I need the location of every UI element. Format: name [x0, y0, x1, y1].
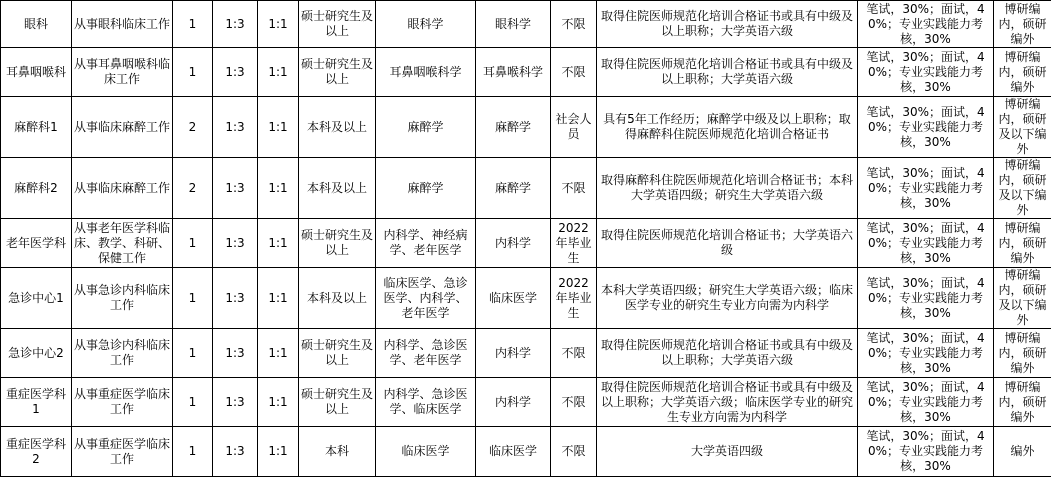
headcount-cell: 1 [173, 329, 213, 378]
duty-cell: 从事重症医学临床工作 [72, 427, 173, 477]
assessment-cell: 笔试，30%；面试，40%；专业实践能力考核，30% [858, 268, 994, 329]
specialty-cell: 眼科学 [476, 1, 551, 48]
interview-ratio-cell: 1:1 [258, 219, 299, 268]
exam-ratio-cell: 1:3 [213, 427, 258, 477]
specialty-cell: 耳鼻喉科学 [476, 48, 551, 97]
table-row [1, 329, 1051, 378]
interview-ratio-cell: 1:1 [258, 378, 299, 427]
interview-ratio-cell: 1:1 [258, 329, 299, 378]
requirements-cell: 取得住院医师规范化培训合格证书；大学英语六级 [597, 219, 858, 268]
education-cell: 硕士研究生及以上 [299, 1, 376, 48]
exam-ratio-cell: 1:3 [213, 329, 258, 378]
major-cell: 临床医学 [376, 427, 476, 477]
staffing-cell: 博研编内，硕研编外 [994, 1, 1051, 48]
requirements-cell: 取得麻醉科住院医师规范化培训合格证书；本科大学英语四级；研究生大学英语六级 [597, 158, 858, 219]
duty-cell: 从事耳鼻咽喉科临床工作 [72, 48, 173, 97]
major-cell: 内科学、急诊医学、老年医学 [376, 329, 476, 378]
headcount-cell: 1 [173, 268, 213, 329]
requirements-cell: 本科大学英语四级；研究生大学英语六级；临床医学专业的研究生专业方向需为内科学 [597, 268, 858, 329]
table-row [1, 268, 1051, 329]
interview-ratio-cell: 1:1 [258, 48, 299, 97]
duty-cell: 从事老年医学科临床、教学、科研、保健工作 [72, 219, 173, 268]
table-row [1, 1, 1051, 48]
requirements-cell: 取得住院医师规范化培训合格证书或具有中级及以上职称；大学英语六级；临床医学专业的研究生专业方向需为内科学 [597, 378, 858, 427]
major-cell: 临床医学、急诊医学、内科学、老年医学 [376, 268, 476, 329]
specialty-cell: 麻醉学 [476, 158, 551, 219]
assessment-cell: 笔试，30%；面试，40%；专业实践能力考核，30% [858, 158, 994, 219]
applicant-scope-cell: 不限 [551, 329, 597, 378]
assessment-cell: 笔试，30%；面试，40%；专业实践能力考核，30% [858, 378, 994, 427]
major-cell: 内科学、神经病学、老年医学 [376, 219, 476, 268]
table-row [1, 378, 1051, 427]
applicant-scope-cell: 不限 [551, 48, 597, 97]
duty-cell: 从事重症医学临床工作 [72, 378, 173, 427]
department-cell: 急诊中心2 [1, 329, 72, 378]
department-cell: 眼科 [1, 1, 72, 48]
staffing-cell: 博研编内，硕研编外 [994, 219, 1051, 268]
education-cell: 本科及以上 [299, 268, 376, 329]
applicant-scope-cell: 不限 [551, 1, 597, 48]
applicant-scope-cell: 社会人员 [551, 97, 597, 158]
department-cell: 麻醉科2 [1, 158, 72, 219]
specialty-cell: 麻醉学 [476, 97, 551, 158]
headcount-cell: 2 [173, 158, 213, 219]
assessment-cell: 笔试，30%；面试，40%；专业实践能力考核，30% [858, 427, 994, 477]
specialty-cell: 内科学 [476, 378, 551, 427]
staffing-cell: 博研编内，硕研及以下编外 [994, 268, 1051, 329]
major-cell: 耳鼻咽喉科学 [376, 48, 476, 97]
interview-ratio-cell: 1:1 [258, 1, 299, 48]
table-row [1, 97, 1051, 158]
department-cell: 麻醉科1 [1, 97, 72, 158]
interview-ratio-cell: 1:1 [258, 158, 299, 219]
requirements-cell: 取得住院医师规范化培训合格证书或具有中级及以上职称；大学英语六级 [597, 329, 858, 378]
duty-cell: 从事临床麻醉工作 [72, 158, 173, 219]
specialty-cell: 临床医学 [476, 268, 551, 329]
applicant-scope-cell: 不限 [551, 158, 597, 219]
exam-ratio-cell: 1:3 [213, 378, 258, 427]
department-cell: 重症医学科1 [1, 378, 72, 427]
education-cell: 本科 [299, 427, 376, 477]
specialty-cell: 临床医学 [476, 427, 551, 477]
interview-ratio-cell: 1:1 [258, 268, 299, 329]
major-cell: 眼科学 [376, 1, 476, 48]
duty-cell: 从事临床麻醉工作 [72, 97, 173, 158]
staffing-cell: 博研编内，硕研及以下编外 [994, 158, 1051, 219]
applicant-scope-cell: 2022年毕业生 [551, 219, 597, 268]
duty-cell: 从事急诊内科临床工作 [72, 329, 173, 378]
requirements-cell: 具有5年工作经历；麻醉学中级及以上职称；取得麻醉科住院医师规范化培训合格证书 [597, 97, 858, 158]
department-cell: 耳鼻咽喉科 [1, 48, 72, 97]
headcount-cell: 1 [173, 378, 213, 427]
assessment-cell: 笔试，30%；面试，40%；专业实践能力考核，30% [858, 1, 994, 48]
headcount-cell: 1 [173, 219, 213, 268]
headcount-cell: 2 [173, 97, 213, 158]
education-cell: 硕士研究生及以上 [299, 329, 376, 378]
applicant-scope-cell: 不限 [551, 378, 597, 427]
assessment-cell: 笔试，30%；面试，40%；专业实践能力考核，30% [858, 97, 994, 158]
staffing-cell: 博研编内，硕研编外 [994, 48, 1051, 97]
table-body [1, 1, 1051, 477]
interview-ratio-cell: 1:1 [258, 427, 299, 477]
duty-cell: 从事急诊内科临床工作 [72, 268, 173, 329]
table-row [1, 48, 1051, 97]
headcount-cell: 1 [173, 427, 213, 477]
assessment-cell: 笔试，30%；面试，40%；专业实践能力考核，30% [858, 219, 994, 268]
staffing-cell: 博研编内，硕研编外 [994, 329, 1051, 378]
requirements-cell: 取得住院医师规范化培训合格证书或具有中级及以上职称；大学英语六级 [597, 1, 858, 48]
education-cell: 硕士研究生及以上 [299, 48, 376, 97]
table-row [1, 427, 1051, 477]
education-cell: 硕士研究生及以上 [299, 378, 376, 427]
duty-cell: 从事眼科临床工作 [72, 1, 173, 48]
requirements-cell: 大学英语四级 [597, 427, 858, 477]
staffing-cell: 博研编内，硕研及以下编外 [994, 97, 1051, 158]
headcount-cell: 1 [173, 1, 213, 48]
department-cell: 急诊中心1 [1, 268, 72, 329]
assessment-cell: 笔试，30%；面试，40%；专业实践能力考核，30% [858, 329, 994, 378]
major-cell: 内科学、急诊医学、临床医学 [376, 378, 476, 427]
department-cell: 老年医学科 [1, 219, 72, 268]
major-cell: 麻醉学 [376, 158, 476, 219]
table-row [1, 158, 1051, 219]
assessment-cell: 笔试，30%；面试，40%；专业实践能力考核，30% [858, 48, 994, 97]
exam-ratio-cell: 1:3 [213, 219, 258, 268]
major-cell: 麻醉学 [376, 97, 476, 158]
education-cell: 本科及以上 [299, 158, 376, 219]
education-cell: 本科及以上 [299, 97, 376, 158]
exam-ratio-cell: 1:3 [213, 97, 258, 158]
headcount-cell: 1 [173, 48, 213, 97]
department-cell: 重症医学科2 [1, 427, 72, 477]
applicant-scope-cell: 2022年毕业生 [551, 268, 597, 329]
staffing-cell: 编外 [994, 427, 1051, 477]
staffing-cell: 博研编内，硕研编外 [994, 378, 1051, 427]
table-row [1, 219, 1051, 268]
education-cell: 硕士研究生及以上 [299, 219, 376, 268]
applicant-scope-cell: 不限 [551, 427, 597, 477]
exam-ratio-cell: 1:3 [213, 158, 258, 219]
exam-ratio-cell: 1:3 [213, 268, 258, 329]
specialty-cell: 内科学 [476, 329, 551, 378]
exam-ratio-cell: 1:3 [213, 1, 258, 48]
exam-ratio-cell: 1:3 [213, 48, 258, 97]
interview-ratio-cell: 1:1 [258, 97, 299, 158]
requirements-cell: 取得住院医师规范化培训合格证书或具有中级及以上职称；大学英语六级 [597, 48, 858, 97]
specialty-cell: 内科学 [476, 219, 551, 268]
